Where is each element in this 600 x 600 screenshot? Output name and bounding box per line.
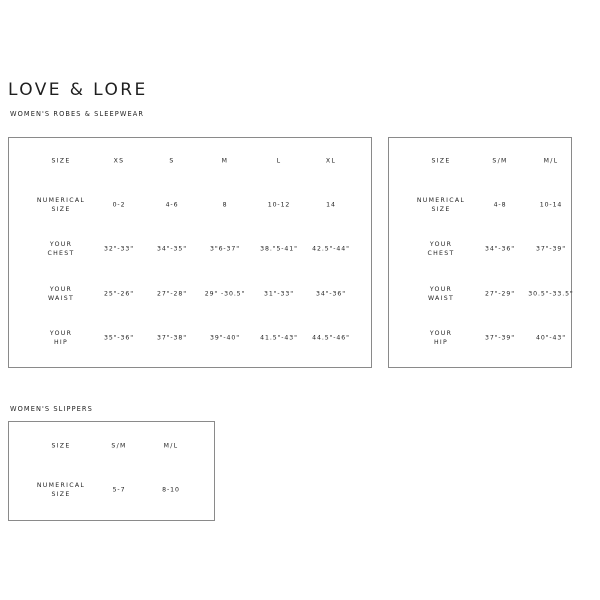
table-cell: 29" -30.5" bbox=[204, 290, 246, 298]
table-cell: 30.5"-33.5" bbox=[528, 290, 574, 298]
table-cell: 27"-28" bbox=[157, 290, 187, 298]
table-cell: 27"-29" bbox=[485, 290, 515, 298]
column-header: S/M bbox=[111, 442, 127, 450]
brand-title: LOVE & LORE bbox=[8, 80, 148, 100]
table-cell: 40"-43" bbox=[536, 334, 566, 342]
row-label-line: SIZE bbox=[431, 157, 451, 165]
table-cell: 4-8 bbox=[493, 201, 507, 209]
column-header: S bbox=[169, 157, 175, 165]
table-cell: 37"-38" bbox=[157, 334, 187, 342]
row-label-line: SIZE bbox=[51, 206, 71, 213]
column-header: M/L bbox=[163, 442, 179, 450]
table-cell: 10-14 bbox=[539, 201, 563, 209]
robes-section-title: WOMEN'S ROBES & SLEEPWEAR bbox=[10, 110, 145, 118]
row-label-line: SIZE bbox=[51, 157, 71, 165]
row-label-line: YOUR bbox=[429, 286, 453, 293]
row-label bbox=[48, 285, 74, 303]
row-label bbox=[430, 329, 452, 347]
robes-size-table bbox=[8, 137, 372, 368]
table-cell: 38."5-41" bbox=[260, 245, 298, 253]
column-header: M bbox=[221, 157, 229, 165]
row-label bbox=[417, 196, 465, 214]
row-label-line: NUMERICAL bbox=[36, 482, 86, 489]
column-header: XS bbox=[113, 157, 125, 165]
table-cell: 39"-40" bbox=[210, 334, 240, 342]
row-label-line: NUMERICAL bbox=[36, 197, 86, 204]
row-label bbox=[50, 329, 72, 347]
row-label bbox=[47, 240, 74, 258]
table-cell: 37"-39" bbox=[536, 245, 566, 253]
table-cell: 37"-39" bbox=[485, 334, 515, 342]
row-label bbox=[427, 240, 454, 258]
table-cell: 41.5"-43" bbox=[260, 334, 298, 342]
row-label-line: CHEST bbox=[47, 250, 75, 257]
row-label bbox=[51, 157, 70, 166]
row-label bbox=[428, 285, 454, 303]
row-label-line: YOUR bbox=[49, 286, 73, 293]
table-cell: 0-2 bbox=[112, 201, 126, 209]
table-cell: 25"-26" bbox=[104, 290, 134, 298]
row-label bbox=[51, 442, 70, 451]
table-cell: 8 bbox=[222, 201, 228, 209]
table-cell: 44.5"-46" bbox=[312, 334, 350, 342]
row-label-line: YOUR bbox=[49, 241, 73, 248]
table-cell: 4-6 bbox=[165, 201, 179, 209]
row-label bbox=[37, 196, 85, 214]
table-cell: 42.5"-44" bbox=[312, 245, 350, 253]
table-cell: 5-7 bbox=[112, 486, 126, 494]
column-header: XL bbox=[325, 157, 337, 165]
table-cell: 31"-33" bbox=[264, 290, 294, 298]
row-label bbox=[37, 481, 85, 499]
column-header: L bbox=[276, 157, 282, 165]
row-label-line: CHEST bbox=[427, 250, 455, 257]
row-label-line: NUMERICAL bbox=[416, 197, 466, 204]
table-cell: 10-12 bbox=[267, 201, 291, 209]
row-label-line: SIZE bbox=[51, 442, 71, 450]
table-cell: 35"-36" bbox=[104, 334, 134, 342]
table-cell: 34"-36" bbox=[485, 245, 515, 253]
table-cell: 32"-33" bbox=[104, 245, 134, 253]
table-cell: 34"-35" bbox=[157, 245, 187, 253]
table-cell: 8-10 bbox=[162, 486, 180, 494]
row-label-line: YOUR bbox=[429, 330, 453, 337]
table-cell: 14 bbox=[326, 201, 336, 209]
row-label-line: SIZE bbox=[431, 206, 451, 213]
row-label-line: WAIST bbox=[427, 295, 455, 302]
row-label-line: HIP bbox=[433, 339, 449, 346]
column-header: S/M bbox=[492, 157, 508, 165]
row-label-line: HIP bbox=[53, 339, 69, 346]
slippers-size-table bbox=[8, 421, 215, 521]
robes-size-table-sm-ml bbox=[388, 137, 572, 368]
row-label bbox=[431, 157, 450, 166]
row-label-line: YOUR bbox=[49, 330, 73, 337]
row-label-line: SIZE bbox=[51, 491, 71, 498]
table-cell: 3"6-37" bbox=[210, 245, 240, 253]
row-label-line: WAIST bbox=[47, 295, 75, 302]
slippers-section-title: WOMEN'S SLIPPERS bbox=[10, 405, 93, 413]
column-header: M/L bbox=[543, 157, 559, 165]
table-cell: 34"-36" bbox=[316, 290, 346, 298]
row-label-line: YOUR bbox=[429, 241, 453, 248]
